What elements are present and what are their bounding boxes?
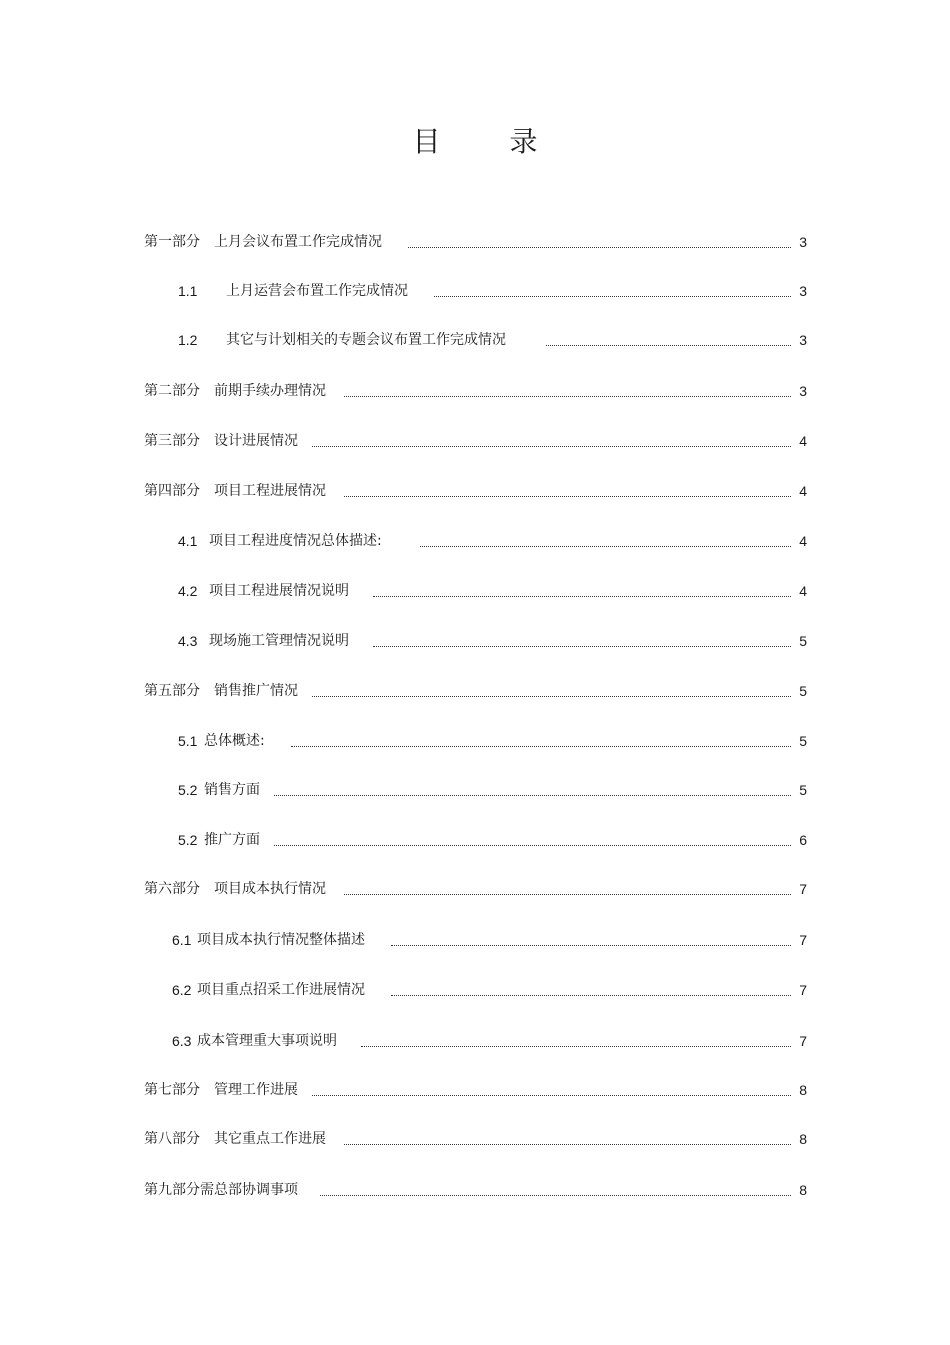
toc-entry-number: 4.2 [178, 583, 198, 599]
toc-entry-page: 7 [799, 982, 807, 998]
toc-entry-page: 4 [799, 483, 807, 499]
toc-leader-dots [320, 1180, 791, 1200]
toc-entry-label: 上月运营会布置工作完成情况 [226, 283, 408, 299]
toc-entry-label: 第六部分 项目成本执行情况 [144, 881, 326, 897]
toc-leader-dots [434, 281, 791, 301]
toc-entry-label: 现场施工管理情况说明 [209, 633, 349, 649]
toc-entry-page: 4 [799, 433, 807, 449]
toc-entry-number: 6.3 [172, 1033, 192, 1049]
toc-entry[interactable] [172, 1031, 807, 1051]
toc-leader-dots [344, 1129, 791, 1149]
toc-entry-label: 项目工程进度情况总体描述: [209, 533, 382, 549]
toc-entry-label: 第三部分 设计进展情况 [144, 433, 298, 449]
toc-entry[interactable] [178, 780, 807, 800]
toc-leader-dots [312, 681, 791, 701]
toc-entry-number: 6.1 [172, 932, 192, 948]
toc-entry[interactable] [144, 1180, 807, 1200]
toc-entry-label: 项目成本执行情况整体描述 [197, 932, 365, 948]
toc-entry[interactable] [144, 381, 807, 401]
toc-entry-page: 8 [799, 1082, 807, 1098]
toc-entry-page: 8 [799, 1131, 807, 1147]
toc-entry[interactable] [178, 531, 807, 551]
toc-entry-number: 5.1 [178, 733, 198, 749]
toc-entry-page: 4 [799, 583, 807, 599]
toc-leader-dots [274, 830, 791, 850]
toc-entry-page: 3 [799, 234, 807, 250]
toc-entry-label: 推广方面 [204, 832, 260, 848]
toc-entry-page: 3 [799, 283, 807, 299]
toc-entry-label: 项目重点招采工作进展情况 [197, 982, 365, 998]
toc-entry-label: 总体概述: [204, 733, 265, 749]
toc-entry-label: 其它与计划相关的专题会议布置工作完成情况 [226, 332, 506, 348]
toc-entry[interactable] [144, 431, 807, 451]
toc-entry[interactable] [178, 581, 807, 601]
toc-entry-number: 5.2 [178, 782, 198, 798]
toc-entry-label: 成本管理重大事项说明 [197, 1033, 337, 1049]
toc-entry[interactable] [144, 681, 807, 701]
toc-entry[interactable] [178, 830, 807, 850]
toc-entry-label: 第五部分 销售推广情况 [144, 683, 298, 699]
toc-entry[interactable] [172, 980, 807, 1000]
toc-entry-page: 5 [799, 683, 807, 699]
toc-entry-page: 5 [799, 782, 807, 798]
toc-entry[interactable] [178, 330, 807, 350]
toc-leader-dots [344, 381, 791, 401]
toc-entry-page: 6 [799, 832, 807, 848]
toc-entry-page: 3 [799, 383, 807, 399]
toc-entry[interactable] [144, 1080, 807, 1100]
toc-leader-dots [274, 780, 791, 800]
toc-entry-label: 销售方面 [204, 782, 260, 798]
toc-entry[interactable] [144, 879, 807, 899]
toc-entry[interactable] [178, 731, 807, 751]
toc-entry[interactable] [144, 481, 807, 501]
toc-leader-dots [312, 431, 791, 451]
toc-entry[interactable] [178, 281, 807, 301]
toc-leader-dots [373, 581, 791, 601]
toc-leader-dots [420, 531, 791, 551]
toc-entry-number: 1.2 [178, 332, 198, 348]
toc-leader-dots [344, 879, 791, 899]
toc-entry-label: 第一部分 上月会议布置工作完成情况 [144, 234, 382, 250]
toc-leader-dots [312, 1080, 791, 1100]
toc-entry-label: 项目工程进展情况说明 [209, 583, 349, 599]
toc-leader-dots [546, 330, 791, 350]
toc-leader-dots [391, 930, 791, 950]
toc-entry-label: 第四部分 项目工程进展情况 [144, 483, 326, 499]
toc-entry-page: 3 [799, 332, 807, 348]
toc-leader-dots [373, 631, 791, 651]
toc-entry-number: 1.1 [178, 283, 198, 299]
toc-entry-number: 4.1 [178, 533, 198, 549]
toc-entry[interactable] [144, 1129, 807, 1149]
toc-leader-dots [408, 232, 791, 252]
toc-leader-dots [361, 1031, 791, 1051]
toc-entry-page: 8 [799, 1182, 807, 1198]
toc-entry-number: 6.2 [172, 982, 192, 998]
toc-entry-page: 7 [799, 932, 807, 948]
toc-entry-label: 第二部分 前期手续办理情况 [144, 383, 326, 399]
toc-leader-dots [291, 731, 791, 751]
toc-entry-page: 7 [799, 881, 807, 897]
toc-entry[interactable] [144, 232, 807, 252]
toc-entry[interactable] [172, 930, 807, 950]
toc-entry-label: 第七部分 管理工作进展 [144, 1082, 298, 1098]
toc-entry-page: 5 [799, 733, 807, 749]
toc-entry-page: 5 [799, 633, 807, 649]
toc-entry-page: 4 [799, 533, 807, 549]
toc-entry-label: 第九部分需总部协调事项 [144, 1182, 298, 1198]
toc-entry-label: 第八部分 其它重点工作进展 [144, 1131, 326, 1147]
page-title: 目 录 [412, 125, 568, 158]
toc-entry-number: 5.2 [178, 832, 198, 848]
toc-leader-dots [344, 481, 791, 501]
toc-entry-number: 4.3 [178, 633, 198, 649]
toc-entry[interactable] [178, 631, 807, 651]
toc-leader-dots [391, 980, 791, 1000]
toc-entry-page: 7 [799, 1033, 807, 1049]
